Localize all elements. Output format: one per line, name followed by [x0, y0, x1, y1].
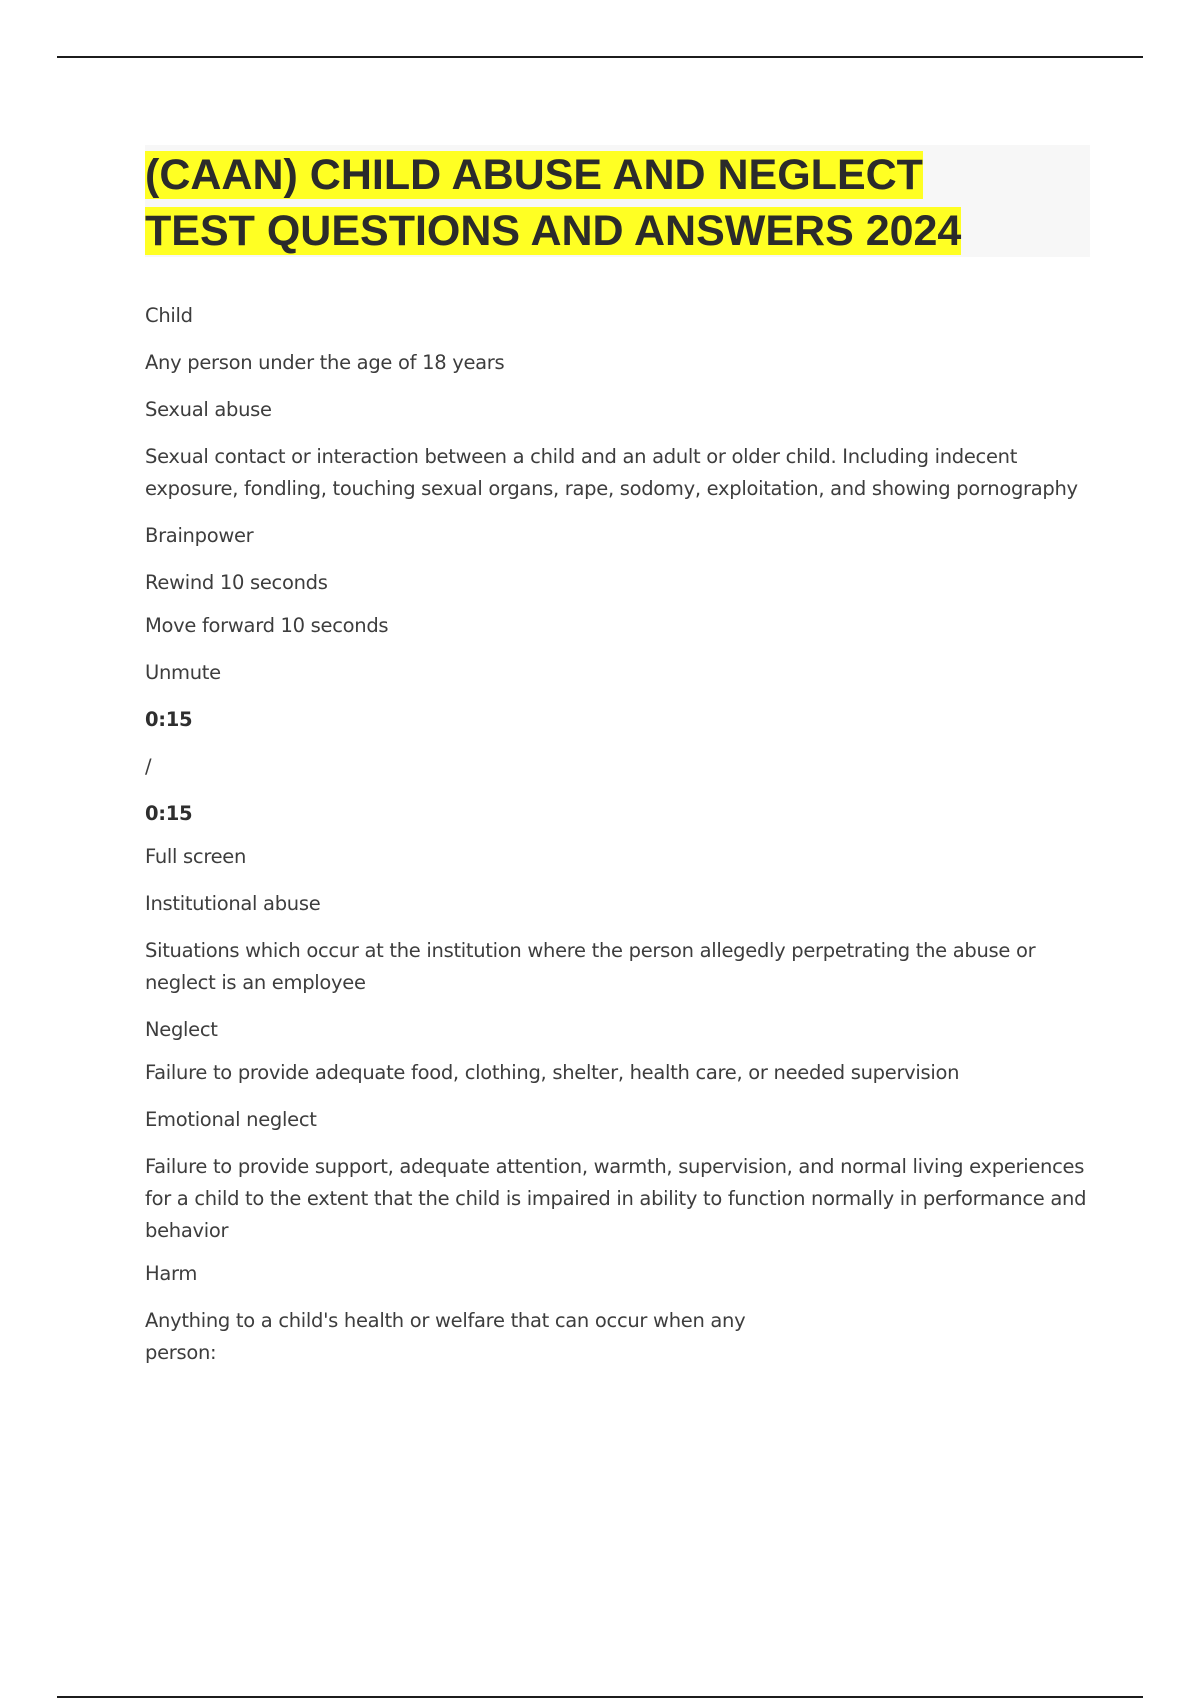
- document-body: [145, 300, 1090, 1369]
- document-paragraph: Failure to provide adequate food, clothing, shelter, health care, or needed supervision: [145, 1061, 960, 1084]
- document-title: [145, 145, 1090, 259]
- document-paragraph: Anything to a child's health or welfare that can occur when any person:: [145, 1309, 746, 1364]
- document-paragraph: Move forward 10 seconds: [145, 614, 389, 637]
- document-paragraph: /: [145, 755, 152, 778]
- top-divider: [57, 56, 1143, 58]
- document-paragraph: Brainpower: [145, 524, 254, 547]
- document-paragraph: Rewind 10 seconds: [145, 571, 328, 594]
- title-line-1: (CAAN) CHILD ABUSE AND NEGLECT: [145, 151, 923, 199]
- document-paragraph: Situations which occur at the institution where the person allegedly perpetrating the abuse or neglect is an employee: [145, 939, 1036, 994]
- document-paragraph: Child: [145, 304, 193, 327]
- document-paragraph: Institutional abuse: [145, 892, 321, 915]
- bottom-divider: [57, 1696, 1143, 1698]
- document-paragraph: Full screen: [145, 845, 247, 868]
- document-paragraph: Unmute: [145, 661, 221, 684]
- timestamp-text: 0:15: [145, 802, 193, 825]
- timestamp-text: 0:15: [145, 708, 193, 731]
- document-paragraph: Neglect: [145, 1018, 218, 1041]
- document-paragraph: Failure to provide support, adequate attention, warmth, supervision, and normal living experiences for a child to the extent that the child is impaired in ability to function normally in performance and behavior: [145, 1155, 1087, 1242]
- document-paragraph: Sexual contact or interaction between a child and an adult or older child. Including indecent exposure, fondling, touching sexual organs, rape, sodomy, exploitation, and showing pornography: [145, 445, 1078, 500]
- document-paragraph: Harm: [145, 1262, 198, 1285]
- title-line-2: TEST QUESTIONS AND ANSWERS 2024: [145, 207, 962, 255]
- document-paragraph: Emotional neglect: [145, 1108, 317, 1131]
- document-title-block: [145, 145, 1090, 257]
- document-paragraph: Any person under the age of 18 years: [145, 351, 505, 374]
- document-paragraph: Sexual abuse: [145, 398, 272, 421]
